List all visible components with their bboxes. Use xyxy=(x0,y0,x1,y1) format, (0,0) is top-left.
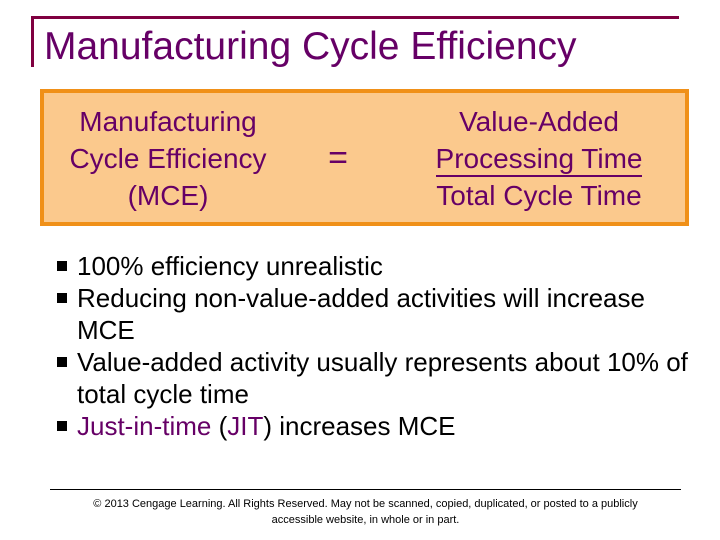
formula-lhs xyxy=(50,103,286,214)
equals-sign: = xyxy=(328,139,348,177)
bullet-text: 100% efficiency unrealistic xyxy=(77,251,383,281)
bullet-text: Reducing non-value-added activities will increase MCE xyxy=(77,283,645,345)
denominator: Total Cycle Time xyxy=(436,180,642,211)
numerator-line1: Value-Added xyxy=(459,106,619,137)
bullet-text: Value-added activity usually represents about 10% of total cycle time xyxy=(77,347,688,409)
copyright-line2: accessible website, in whole or in part. xyxy=(271,514,460,526)
square-bullet-icon xyxy=(57,357,67,367)
bullet-item xyxy=(52,250,702,282)
numerator-line2 xyxy=(414,140,664,177)
bullet-item xyxy=(52,410,702,442)
copyright-line1: © 2013 Cengage Learning. All Rights Reserved. May not be scanned, copied, duplicated, or posted to a publicly xyxy=(93,498,638,510)
formula-lhs-line2: Cycle Efficiency xyxy=(69,143,267,174)
footer-divider xyxy=(50,489,681,490)
bullet-list xyxy=(52,250,702,442)
formula-rhs xyxy=(414,103,664,214)
bullet-item xyxy=(52,282,702,346)
bullet-item xyxy=(52,346,702,410)
bullet-text-rest: ) increases MCE xyxy=(263,411,456,441)
numerator-line2-text: Processing Time xyxy=(436,142,643,177)
square-bullet-icon xyxy=(57,421,67,431)
title-frame-top-rule xyxy=(31,16,679,19)
square-bullet-icon xyxy=(57,293,67,303)
square-bullet-icon xyxy=(57,261,67,271)
jit-abbreviation: JIT xyxy=(227,411,264,441)
copyright-footer xyxy=(50,496,681,528)
formula-lhs-line3: (MCE) xyxy=(127,180,209,211)
bullet-text-open-paren: ( xyxy=(211,411,228,441)
jit-term: Just-in-time xyxy=(77,411,212,441)
title-frame-left-rule xyxy=(31,16,34,67)
formula-lhs-line1: Manufacturing xyxy=(79,106,257,137)
slide-title: Manufacturing Cycle Efficiency xyxy=(44,25,577,68)
